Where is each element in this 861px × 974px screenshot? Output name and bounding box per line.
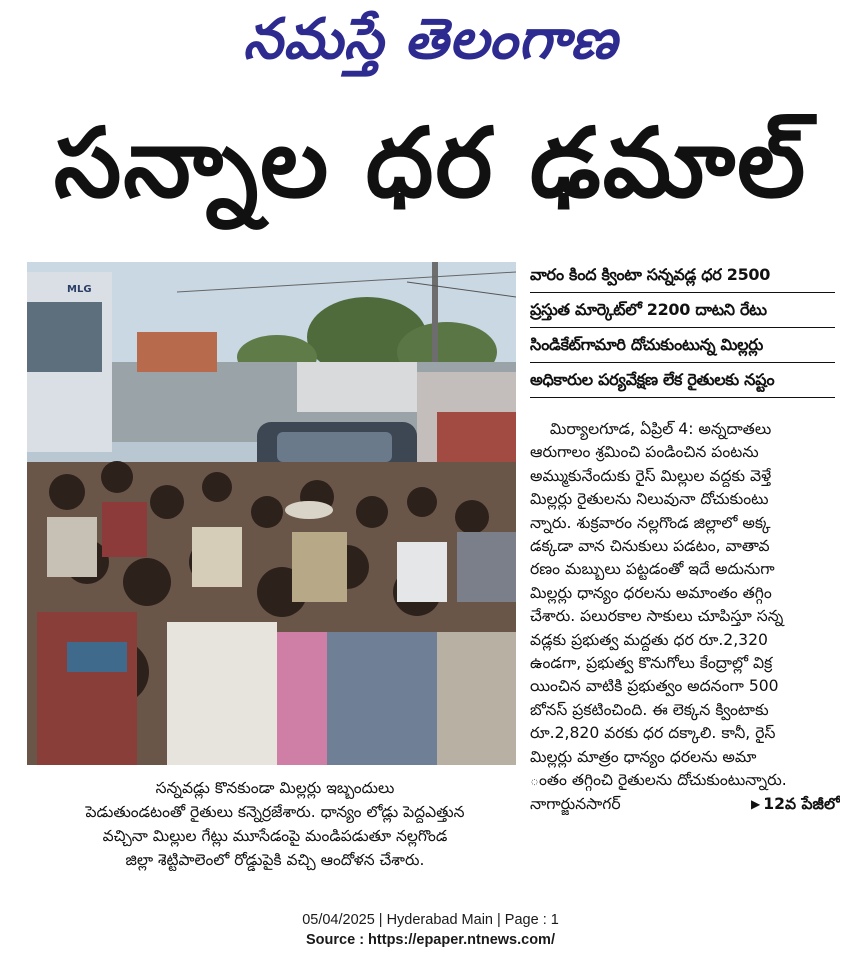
masthead-title: నమస్తే తెలంగాణ bbox=[243, 7, 618, 72]
masthead bbox=[0, 0, 861, 80]
footer-edition: 05/04/2025 | Hyderabad Main | Page : 1 bbox=[302, 912, 559, 928]
news-photo bbox=[27, 262, 516, 765]
subheadings bbox=[530, 258, 835, 398]
headline-text: సన్నాల ధర ఢమాల్ bbox=[53, 107, 808, 219]
body-line: ంతం తగ్గించి రైతులను దోచుకుంటున్నారు. bbox=[530, 771, 787, 790]
body-line: మిల్లర్లు ధాన్యం ధరలను అమాంతం తగ్గిం bbox=[530, 583, 772, 602]
photo-caption bbox=[40, 776, 510, 872]
body-line: చేశారు. పలురకాల సాకులు చూపిస్తూ సన్న bbox=[530, 607, 784, 626]
footer bbox=[0, 910, 861, 950]
body-line: యించిన వాటికి ప్రభుత్వం అదనంగా 500 bbox=[530, 677, 779, 696]
body-line: న్నారు. శుక్రవారం నల్లగొండ జిల్లాలో అక్క bbox=[530, 513, 771, 532]
subheading: అధికారుల పర్యవేక్షణ లేక రైతులకు నష్టం bbox=[530, 363, 835, 398]
body-line: రూ.2,820 వరకు ధర దక్కాలి. కానీ, రైస్ bbox=[530, 724, 776, 743]
body-line: మిల్లర్లు మాత్రం ధాన్యం ధరలను అమా bbox=[530, 747, 757, 766]
body-last-line bbox=[530, 793, 840, 816]
body-line: డక్కడా వాన చినుకులు పడటం, వాతావ bbox=[530, 537, 770, 556]
caption-line: సన్నవడ్లు కొనకుండా మిల్లర్లు ఇబ్బందులు bbox=[155, 779, 395, 797]
footer-source-link[interactable]: Source : https://epaper.ntnews.com/ bbox=[306, 932, 555, 948]
body-line: ఆరుగాలం శ్రమించి పండించిన పంటను bbox=[530, 443, 759, 462]
body-line: రణం మబ్బులు పట్టడంతో ఇదే అదునుగా bbox=[530, 560, 775, 579]
body-line: మిల్లర్లు రైతులను నిలువునా దోచుకుంటు bbox=[530, 490, 769, 509]
subheading: వారం కింద క్వింటా సన్నవడ్ల ధర 2500 bbox=[530, 258, 835, 293]
continued-on-page[interactable] bbox=[751, 793, 840, 816]
body-line: బోనస్ ప్రకటించింది. ఈ లెక్కన క్వింటాకు bbox=[530, 700, 769, 719]
body-line: వడ్లకు ప్రభుత్వ మద్దతు ధర రూ.2,320 bbox=[530, 630, 768, 649]
play-arrow-icon: ▶ bbox=[751, 796, 761, 811]
caption-line: జిల్లా శెట్టిపాలెంలో రోడ్డుపైకి వచ్చి ఆందోళన చేశారు. bbox=[125, 851, 425, 869]
caption-line: వచ్చినా మిల్లుల గేట్లు మూసేడంపై మండిపడుతూ నల్లగొండ bbox=[102, 827, 448, 845]
subheading: ప్రస్తుత మార్కెట్‌లో 2200 దాటని రేటు bbox=[530, 293, 835, 328]
body-line: అమ్ముకునేందుకు రైస్ మిల్లుల వద్దకు వెళ్తే bbox=[530, 466, 772, 485]
body-line: మిర్యాలగూడ, ఏప్రిల్ 4: అన్నదాతలు bbox=[530, 420, 772, 438]
photo-illustration bbox=[27, 262, 516, 765]
caption-line: పెడుతుండటంతో రైతులు కన్నెర్రజేశారు. ధాన్యం లోడ్లు పెద్దఎత్తున bbox=[85, 803, 465, 821]
bus-label: MLG bbox=[67, 284, 92, 295]
article-body bbox=[530, 418, 840, 816]
dateline-continued: నాగార్జునసాగర్ bbox=[530, 794, 621, 813]
body-line: ఉండగా, ప్రభుత్వ కొనుగోలు కేంద్రాల్లో విక్ర bbox=[530, 654, 773, 673]
continued-label: 12వ పేజీలో bbox=[763, 794, 840, 813]
subheading: సిండికేట్‌గామారి దోచుకుంటున్న మిల్లర్లు bbox=[530, 328, 835, 363]
headline bbox=[0, 98, 861, 228]
